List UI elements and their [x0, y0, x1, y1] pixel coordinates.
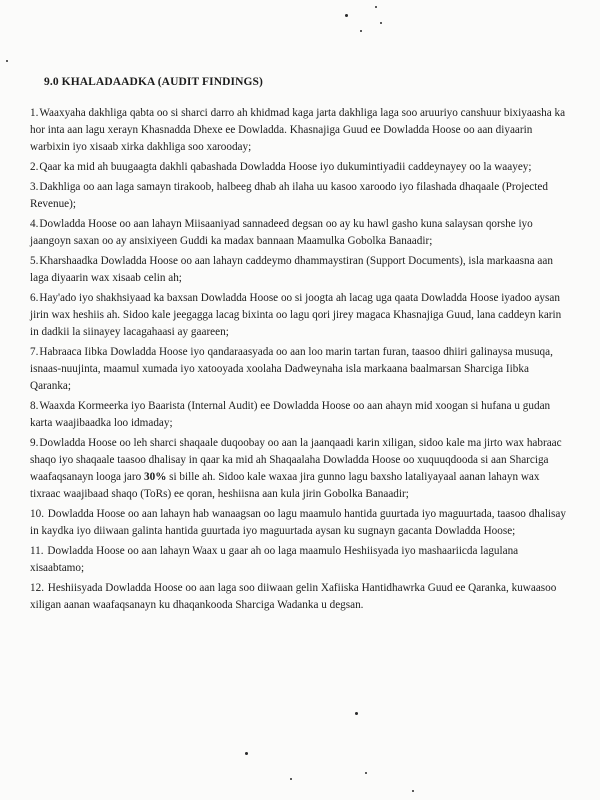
scan-speck: [245, 752, 248, 755]
scan-speck: [360, 30, 362, 32]
scan-speck: [365, 772, 367, 774]
finding-item: 9.Dowladda Hoose oo leh sharci shaqaale duqoobay oo aan la jaanqaadi karin xiligan, sidoo kale ma jirto wax habraac shaqo iyo shaqaale taasoo dhalisay in qaar ka mid ah Shaqaalaha Dowladda Hoose oo xuquuqdooda si aan Sharciga waafaqsanayn looga jaro 30% si bille ah. Sidoo kale waxaa jira gunno lagu baxsho lataliyayaal aanan lahayn wax tixraac waajibaad shaqo (ToRs) ee qoran, heshiisna aan kula jirin Gobolka Banaadir;: [30, 437, 562, 500]
finding-item: 10. Dowladda Hoose oo aan lahayn hab wanaagsan oo lagu maamulo hantida guurtada iyo maguurtada, taasoo dhalisay in kaydka iyo diiwaan galinta hantida guurtada iyo maguurtada aysan ku sugnayn gacanta Dowladda Hoose;: [30, 508, 566, 537]
finding-item: 7.Habraaca Iibka Dowladda Hoose iyo qandaraasyada oo aan loo marin tartan furan, taasoo dhiiri galinaysa musuqa, isnaas-nuujinta, maamul xumada iyo xatooyada xoolaha Dadweynaha isla markaana baalmarsan Sharciga Iibka Qaranka;: [30, 346, 553, 392]
scan-speck: [375, 6, 377, 8]
section-heading: 9.0 KHALADAADKA (AUDIT FINDINGS): [44, 76, 263, 88]
finding-item: 5.Kharshaadka Dowladda Hoose oo aan lahayn caddeymo dhammaystiran (Support Documents), isla markaasna aan laga diyaarin wax xisaab celin ah;: [30, 255, 553, 284]
finding-item: 6.Hay'ado iyo shakhsiyaad ka baxsan Dowladda Hoose oo si joogta ah lacag uga qaata Dowladda Hoose iyadoo aysan jirin wax heshiis ah. Sidoo kale jeegagga lacag bixinta oo lagu qori jirey magaca Khasnajiga Guud, lana caddeyn karin in dadkii la siinayey lacagahaasi ay gaareen;: [30, 292, 562, 338]
scan-speck: [355, 712, 358, 715]
scan-speck: [290, 778, 292, 780]
finding-item: 11. Dowladda Hoose oo aan lahayn Waax u gaar ah oo laga maamulo Heshiisyada iyo mashaariicda lagulana xisaabtamo;: [30, 545, 519, 574]
finding-item: 3.Dakhliga oo aan laga samayn tirakoob, halbeeg dhab ah ilaha uu kasoo xaroodo iyo filashada dhaqaale (Projected Revenue);: [30, 181, 548, 210]
finding-item: 12. Heshiisyada Dowladda Hoose oo aan laga soo diiwaan gelin Xafiiska Hantidhawrka Guud ee Qaranka, kuwaasoo xiligan aanan waafaqsanayn ku dhaqankooda Sharciga Wadanka u degsan.: [30, 582, 557, 611]
finding-item: 8.Waaxda Kormeerka iyo Baarista (Internal Audit) ee Dowladda Hoose oo aan ahayn mid xoogan si hufana u gudan karta waajibaadka loo idmaday;: [30, 400, 551, 429]
scan-speck: [380, 22, 382, 24]
scan-speck: [345, 14, 348, 17]
finding-item: 1.Waaxyaha dakhliga qabta oo si sharci darro ah khidmad kaga jarta dakhliga laga soo aruuriyo canshuur bixiyaasha ka hor inta aan lagu xerayn Khasnadda Dhexe ee Dowladda. Khasnajiga Guud ee Dowladda Hoose oo aan diyaarin warbixin iyo xisaab xirka dakhliga soo xarooday;: [30, 107, 566, 153]
scan-speck: [6, 60, 8, 62]
percentage-value: 30%: [144, 471, 167, 483]
scan-speck: [412, 790, 414, 792]
finding-item: 2.Qaar ka mid ah buugaagta dakhli qabashada Dowladda Hoose iyo dukumintiyadii caddeynayey oo la waayey;: [30, 161, 532, 173]
finding-item: 4.Dowladda Hoose oo aan lahayn Miisaaniyad sannadeed degsan oo ay ku hawl gasho kuna salaysan qorshe iyo jaangoyn saxan oo ay ansixiyeen Guddi ka madax bannaan Maamulka Gobolka Banaadir;: [30, 218, 533, 247]
findings-list: [30, 105, 570, 617]
